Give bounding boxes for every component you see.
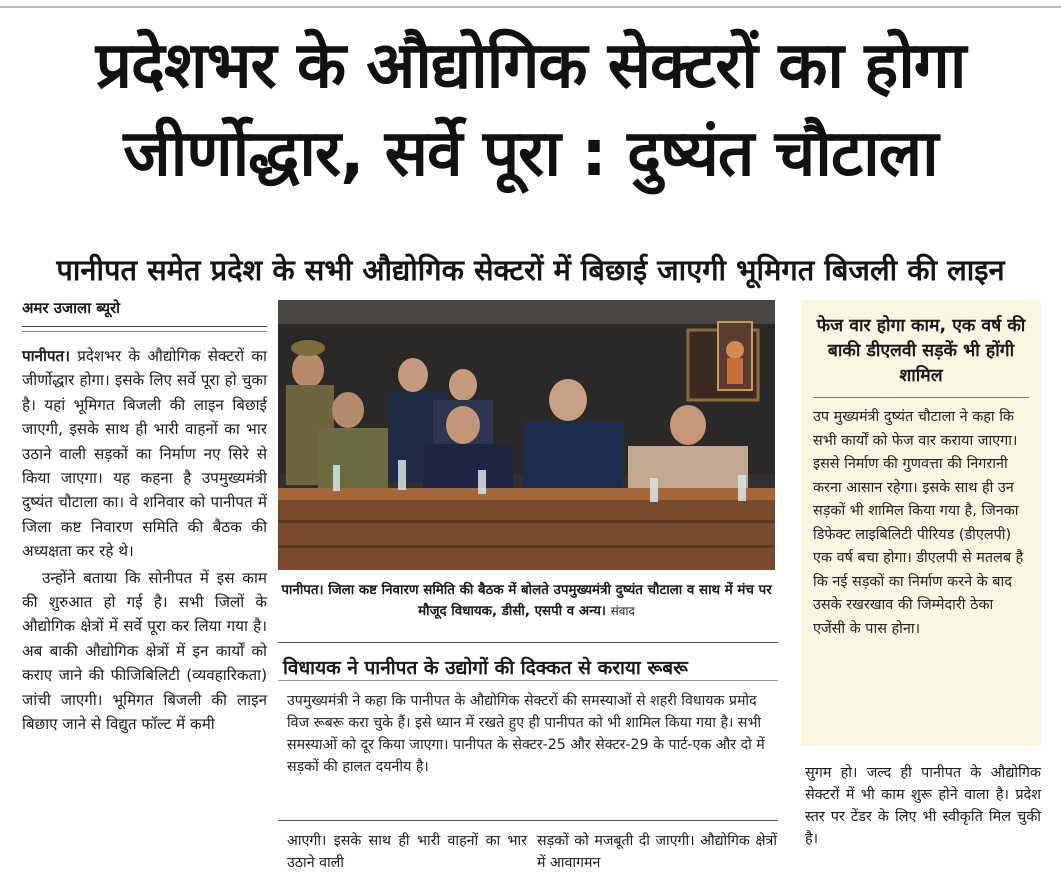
middle-divider-top [278,642,778,643]
sidebar-heading: फेज वार होगा काम, एक वर्ष की बाकी डीएलवी सड़कें भी होंगी शामिल [813,314,1029,398]
dateline: पानीपत। [22,347,70,365]
lead-paragraph [22,344,267,564]
middle-box-paragraph: उपमुख्यमंत्री ने कहा कि पानीपत के औद्योगिक सेक्टरों की समस्याओं से शहरी विधायक प्रमोद विज रूबरू करा चुके हैं। इसे ध्यान में रखते हुए ही पानीपत को भी शामिल किया गया है। सभी समस्याओं को दूर किया जाएगा। पानीपत के सेक्टर-25 और सेक्टर-29 के पार्ट-एक और दो में सड़कों की हालत दयनीय है। [287,693,765,775]
photo-credit: संवाद [610,604,635,618]
bottom-columns [287,830,777,874]
photo-caption [278,580,775,622]
middle-box-heading: विधायक ने पानीपत के उद्योगों की दिक्कत से कराया रूबरू [283,657,688,679]
meeting-photo [278,300,775,570]
bottom-right-text: सड़कों को मजबूती दी जाएगी। औद्योगिक क्षेत्रों में आवागमन [537,833,777,871]
bottom-left-text: आएगी। इसके साथ ही भारी वाहनों का भार उठाने वाली [287,833,527,871]
middle-divider-bottom [278,820,778,821]
second-paragraph: उन्होंने बताया कि सोनीपत में इस काम की शुरुआत हो गई है। सभी जिलों के औद्योगिक क्षेत्रों में सर्वे पूरा कर लिया गया है। अब बाकी औद्योगिक क्षेत्रों में इन कार्यों को कराए जाने की फीजिबिलिटी (व्यवहारिकता) जांची जाएगी। भूमिगत बिजली की लाइन बिछाए जाने से विद्युत फॉल्ट में कमी [22,568,267,734]
byline-divider [22,329,267,332]
left-column [22,298,267,737]
meeting-photo-illustration [278,300,775,570]
headline-line-2: जीर्णोद्धार, सर्वे पूरा : दुष्यंत चौटाला [123,117,938,191]
sidebar-box [801,300,1041,746]
byline: अमर उजाला ब्यूरो [22,298,267,327]
lead-paragraph-text: प्रदेशभर के औद्योगिक सेक्टरों का जीर्णोद्धार होगा। इसके लिए सर्वे पूरा हो चुका है। यहां भूमिगत बिजली की लाइन बिछाई जाएगी, इसके साथ ही भारी वाहनों का भार उठाने वाली सड़कों का निर्माण नए सिरे से किया जाएगा। यह कहना है उपमुख्यमंत्री दुष्यंत चौटाला का। वे शनिवार को पानीपत में जिला कष्ट निवारण समिति की बैठक की अध्यक्षता कर रहे थे। [22,347,267,561]
sidebar-paragraph: उप मुख्यमंत्री दुष्यंत चौटाला ने कहा कि सभी कार्यों को फेज वार कराया जाएगा। इससे निर्माण की गुणवत्ता की निगरानी करना आसान रहेगा। इसके साथ ही उन सड़कों भी शामिल किया गया है, जिनका डिफेक्ट लाइबिलिटी पीरियड (डीएलपी) एक वर्ष बचा होगा। डीएलपी से मतलब है कि नई सड़कों का निर्माण करने के बाद उसके रखरखाव की जिम्मेदारी ठेका एजेंसी के पास होना। [813,409,1024,637]
top-border [0,6,1061,8]
photo-caption-text: पानीपत। जिला कष्ट निवारण समिति की बैठक में बोलते उपमुख्यमंत्री दुष्यंत चौटाला व साथ में मंच पर मौजूद विधायक, डीसी, एसपी व अन्य। [281,583,772,619]
right-column-paragraph: सुगम हो। जल्द ही पानीपत के औद्योगिक सेक्टरों में भी काम शुरू होने वाला है। प्रदेश स्तर पर टेंडर के लिए भी स्वीकृति मिल चुकी है। [805,765,1041,847]
subheadline: पानीपत समेत प्रदेश के सभी औद्योगिक सेक्टरों में बिछाई जाएगी भूमिगत बिजली की लाइन [56,253,1005,287]
headline [0,22,1061,198]
headline-line-1: प्रदेशभर के औद्योगिक सेक्टरों का होगा [95,29,966,103]
middle-heading-rule [278,680,778,681]
